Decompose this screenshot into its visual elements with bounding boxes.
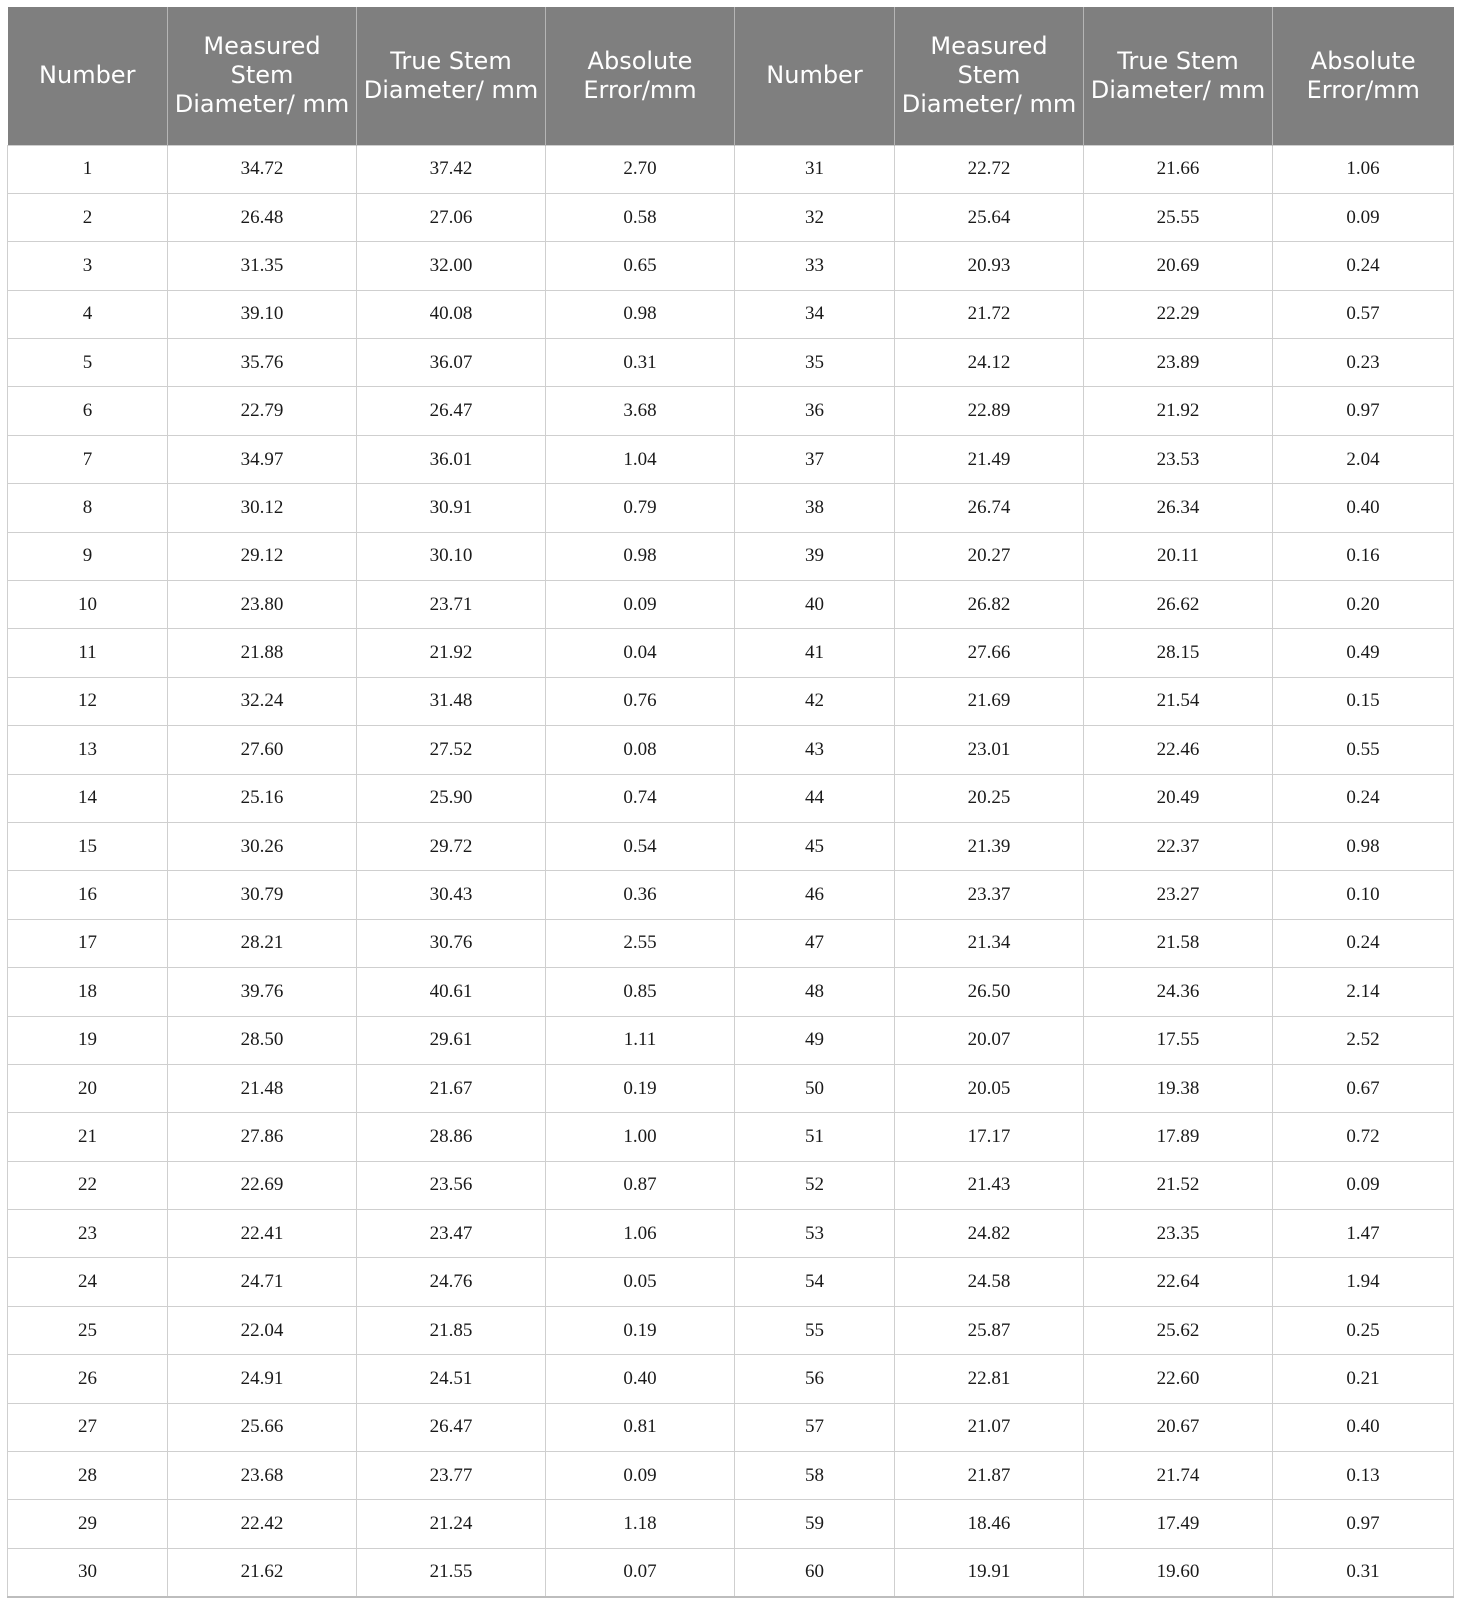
cell-measured-stem-diameter: 25.16 [168, 774, 357, 822]
cell-absolute-error-2: 0.98 [1273, 822, 1454, 870]
cell-number-2: 56 [735, 1355, 895, 1403]
cell-number-2: 35 [735, 339, 895, 387]
cell-true-stem-diameter: 23.71 [357, 581, 546, 629]
cell-measured-stem-diameter-2: 22.89 [895, 387, 1084, 435]
cell-number: 19 [8, 1016, 168, 1064]
cell-true-stem-diameter: 28.86 [357, 1113, 546, 1161]
cell-absolute-error: 0.58 [546, 193, 735, 241]
table-row [8, 726, 1454, 774]
table-row [8, 339, 1454, 387]
cell-measured-stem-diameter-2: 20.07 [895, 1016, 1084, 1064]
cell-absolute-error-2: 1.47 [1273, 1210, 1454, 1258]
table-row [8, 581, 1454, 629]
cell-absolute-error: 2.70 [546, 145, 735, 193]
cell-measured-stem-diameter: 22.41 [168, 1210, 357, 1258]
cell-true-stem-diameter: 23.56 [357, 1161, 546, 1209]
table-row [8, 1452, 1454, 1500]
cell-true-stem-diameter-2: 20.67 [1084, 1403, 1273, 1451]
cell-true-stem-diameter-2: 19.38 [1084, 1064, 1273, 1112]
cell-absolute-error: 1.04 [546, 435, 735, 483]
cell-number-2: 57 [735, 1403, 895, 1451]
table-row [8, 677, 1454, 725]
cell-number-2: 36 [735, 387, 895, 435]
cell-absolute-error-2: 0.97 [1273, 1500, 1454, 1548]
cell-measured-stem-diameter-2: 23.37 [895, 871, 1084, 919]
cell-absolute-error: 0.19 [546, 1064, 735, 1112]
cell-number-2: 46 [735, 871, 895, 919]
cell-number: 11 [8, 629, 168, 677]
table-row [8, 968, 1454, 1016]
cell-number: 2 [8, 193, 168, 241]
cell-true-stem-diameter-2: 22.46 [1084, 726, 1273, 774]
cell-measured-stem-diameter-2: 19.91 [895, 1548, 1084, 1596]
cell-absolute-error-2: 0.67 [1273, 1064, 1454, 1112]
cell-true-stem-diameter-2: 17.55 [1084, 1016, 1273, 1064]
cell-absolute-error-2: 1.94 [1273, 1258, 1454, 1306]
table-row [8, 1355, 1454, 1403]
cell-number: 22 [8, 1161, 168, 1209]
cell-true-stem-diameter-2: 21.58 [1084, 919, 1273, 967]
cell-measured-stem-diameter-2: 20.25 [895, 774, 1084, 822]
cell-absolute-error-2: 0.09 [1273, 1161, 1454, 1209]
cell-measured-stem-diameter-2: 20.93 [895, 242, 1084, 290]
cell-true-stem-diameter-2: 22.60 [1084, 1355, 1273, 1403]
header-measured-stem-diameter: Measured Stem Diameter/ mm [168, 7, 357, 145]
cell-true-stem-diameter: 30.10 [357, 532, 546, 580]
table-row [8, 1258, 1454, 1306]
cell-number: 1 [8, 145, 168, 193]
cell-number-2: 41 [735, 629, 895, 677]
cell-number: 5 [8, 339, 168, 387]
table-row [8, 1113, 1454, 1161]
cell-absolute-error-2: 0.40 [1273, 484, 1454, 532]
cell-absolute-error-2: 2.04 [1273, 435, 1454, 483]
cell-true-stem-diameter-2: 22.64 [1084, 1258, 1273, 1306]
table-header [8, 7, 1454, 145]
cell-measured-stem-diameter: 22.79 [168, 387, 357, 435]
cell-measured-stem-diameter: 39.10 [168, 290, 357, 338]
cell-measured-stem-diameter: 25.66 [168, 1403, 357, 1451]
cell-absolute-error-2: 0.10 [1273, 871, 1454, 919]
cell-number-2: 59 [735, 1500, 895, 1548]
cell-measured-stem-diameter-2: 26.82 [895, 581, 1084, 629]
cell-number-2: 53 [735, 1210, 895, 1258]
cell-absolute-error: 0.54 [546, 822, 735, 870]
cell-absolute-error-2: 0.16 [1273, 532, 1454, 580]
cell-true-stem-diameter-2: 25.55 [1084, 193, 1273, 241]
table-row [8, 1500, 1454, 1548]
cell-absolute-error: 0.08 [546, 726, 735, 774]
cell-measured-stem-diameter-2: 26.74 [895, 484, 1084, 532]
cell-true-stem-diameter: 30.43 [357, 871, 546, 919]
cell-true-stem-diameter: 23.77 [357, 1452, 546, 1500]
cell-number: 26 [8, 1355, 168, 1403]
cell-absolute-error: 0.85 [546, 968, 735, 1016]
cell-true-stem-diameter: 21.24 [357, 1500, 546, 1548]
cell-measured-stem-diameter: 26.48 [168, 193, 357, 241]
cell-number: 21 [8, 1113, 168, 1161]
cell-number-2: 32 [735, 193, 895, 241]
cell-measured-stem-diameter-2: 21.69 [895, 677, 1084, 725]
cell-number-2: 40 [735, 581, 895, 629]
cell-true-stem-diameter: 29.61 [357, 1016, 546, 1064]
table-row [8, 290, 1454, 338]
table-row [8, 1210, 1454, 1258]
cell-absolute-error-2: 0.31 [1273, 1548, 1454, 1596]
cell-absolute-error: 0.07 [546, 1548, 735, 1596]
cell-true-stem-diameter-2: 24.36 [1084, 968, 1273, 1016]
cell-absolute-error-2: 2.14 [1273, 968, 1454, 1016]
cell-absolute-error: 0.79 [546, 484, 735, 532]
header-true-stem-diameter: True Stem Diameter/ mm [357, 7, 546, 145]
cell-number: 30 [8, 1548, 168, 1596]
cell-number: 8 [8, 484, 168, 532]
cell-measured-stem-diameter: 29.12 [168, 532, 357, 580]
cell-true-stem-diameter-2: 28.15 [1084, 629, 1273, 677]
cell-true-stem-diameter-2: 23.35 [1084, 1210, 1273, 1258]
cell-absolute-error: 0.04 [546, 629, 735, 677]
cell-true-stem-diameter: 36.07 [357, 339, 546, 387]
cell-true-stem-diameter-2: 21.52 [1084, 1161, 1273, 1209]
cell-measured-stem-diameter-2: 27.66 [895, 629, 1084, 677]
cell-absolute-error: 0.98 [546, 290, 735, 338]
cell-absolute-error: 0.98 [546, 532, 735, 580]
table-row [8, 435, 1454, 483]
cell-number: 9 [8, 532, 168, 580]
cell-number: 4 [8, 290, 168, 338]
cell-absolute-error-2: 0.24 [1273, 774, 1454, 822]
cell-number-2: 31 [735, 145, 895, 193]
table-row [8, 919, 1454, 967]
cell-number: 29 [8, 1500, 168, 1548]
cell-absolute-error: 1.00 [546, 1113, 735, 1161]
cell-measured-stem-diameter-2: 21.87 [895, 1452, 1084, 1500]
cell-true-stem-diameter: 27.06 [357, 193, 546, 241]
header-absolute-error: Absolute Error/mm [546, 7, 735, 145]
cell-number-2: 58 [735, 1452, 895, 1500]
cell-measured-stem-diameter-2: 23.01 [895, 726, 1084, 774]
cell-measured-stem-diameter: 30.26 [168, 822, 357, 870]
cell-number-2: 34 [735, 290, 895, 338]
cell-measured-stem-diameter-2: 20.05 [895, 1064, 1084, 1112]
cell-true-stem-diameter-2: 23.53 [1084, 435, 1273, 483]
table-row [8, 193, 1454, 241]
cell-measured-stem-diameter-2: 21.34 [895, 919, 1084, 967]
cell-measured-stem-diameter: 22.04 [168, 1306, 357, 1354]
cell-number: 27 [8, 1403, 168, 1451]
cell-absolute-error: 0.76 [546, 677, 735, 725]
cell-measured-stem-diameter: 28.50 [168, 1016, 357, 1064]
cell-measured-stem-diameter: 23.68 [168, 1452, 357, 1500]
table-row [8, 1403, 1454, 1451]
header-row [8, 7, 1454, 145]
cell-true-stem-diameter-2: 19.60 [1084, 1548, 1273, 1596]
cell-measured-stem-diameter: 35.76 [168, 339, 357, 387]
cell-absolute-error-2: 0.97 [1273, 387, 1454, 435]
cell-absolute-error: 0.36 [546, 871, 735, 919]
cell-absolute-error: 0.81 [546, 1403, 735, 1451]
cell-measured-stem-diameter: 24.71 [168, 1258, 357, 1306]
cell-true-stem-diameter-2: 20.69 [1084, 242, 1273, 290]
table-row [8, 1548, 1454, 1596]
cell-absolute-error: 0.09 [546, 1452, 735, 1500]
cell-number-2: 60 [735, 1548, 895, 1596]
cell-measured-stem-diameter-2: 22.81 [895, 1355, 1084, 1403]
header-measured-stem-diameter-2: Measured Stem Diameter/ mm [895, 7, 1084, 145]
cell-true-stem-diameter-2: 25.62 [1084, 1306, 1273, 1354]
cell-number: 10 [8, 581, 168, 629]
table-body [8, 145, 1454, 1597]
cell-number: 23 [8, 1210, 168, 1258]
cell-measured-stem-diameter-2: 25.64 [895, 193, 1084, 241]
cell-number: 3 [8, 242, 168, 290]
cell-measured-stem-diameter-2: 24.82 [895, 1210, 1084, 1258]
cell-absolute-error-2: 0.23 [1273, 339, 1454, 387]
cell-number-2: 50 [735, 1064, 895, 1112]
cell-true-stem-diameter: 24.51 [357, 1355, 546, 1403]
cell-absolute-error: 0.05 [546, 1258, 735, 1306]
cell-true-stem-diameter: 40.61 [357, 968, 546, 1016]
cell-true-stem-diameter-2: 22.37 [1084, 822, 1273, 870]
cell-measured-stem-diameter: 21.88 [168, 629, 357, 677]
cell-measured-stem-diameter-2: 18.46 [895, 1500, 1084, 1548]
cell-measured-stem-diameter: 21.62 [168, 1548, 357, 1596]
cell-number: 17 [8, 919, 168, 967]
cell-absolute-error: 3.68 [546, 387, 735, 435]
cell-number: 14 [8, 774, 168, 822]
cell-true-stem-diameter: 26.47 [357, 387, 546, 435]
cell-measured-stem-diameter-2: 22.72 [895, 145, 1084, 193]
cell-absolute-error-2: 0.13 [1273, 1452, 1454, 1500]
cell-true-stem-diameter-2: 26.34 [1084, 484, 1273, 532]
cell-measured-stem-diameter-2: 21.72 [895, 290, 1084, 338]
cell-number: 12 [8, 677, 168, 725]
cell-measured-stem-diameter: 22.42 [168, 1500, 357, 1548]
cell-number-2: 51 [735, 1113, 895, 1161]
cell-number-2: 42 [735, 677, 895, 725]
table-row [8, 145, 1454, 193]
cell-number-2: 39 [735, 532, 895, 580]
cell-true-stem-diameter-2: 21.66 [1084, 145, 1273, 193]
header-number: Number [8, 7, 168, 145]
cell-absolute-error: 0.31 [546, 339, 735, 387]
cell-measured-stem-diameter: 24.91 [168, 1355, 357, 1403]
cell-true-stem-diameter: 37.42 [357, 145, 546, 193]
table-row [8, 1016, 1454, 1064]
cell-true-stem-diameter: 27.52 [357, 726, 546, 774]
cell-true-stem-diameter-2: 23.27 [1084, 871, 1273, 919]
cell-measured-stem-diameter-2: 24.12 [895, 339, 1084, 387]
cell-measured-stem-diameter-2: 26.50 [895, 968, 1084, 1016]
cell-absolute-error: 0.40 [546, 1355, 735, 1403]
cell-measured-stem-diameter: 30.79 [168, 871, 357, 919]
cell-true-stem-diameter-2: 21.92 [1084, 387, 1273, 435]
cell-measured-stem-diameter: 31.35 [168, 242, 357, 290]
cell-measured-stem-diameter: 34.72 [168, 145, 357, 193]
cell-measured-stem-diameter: 39.76 [168, 968, 357, 1016]
cell-number: 6 [8, 387, 168, 435]
cell-absolute-error-2: 0.55 [1273, 726, 1454, 774]
cell-absolute-error-2: 0.21 [1273, 1355, 1454, 1403]
cell-measured-stem-diameter: 30.12 [168, 484, 357, 532]
cell-true-stem-diameter: 21.55 [357, 1548, 546, 1596]
cell-measured-stem-diameter-2: 21.39 [895, 822, 1084, 870]
cell-absolute-error: 0.09 [546, 581, 735, 629]
cell-measured-stem-diameter-2: 21.49 [895, 435, 1084, 483]
table-row [8, 774, 1454, 822]
cell-number-2: 33 [735, 242, 895, 290]
cell-number: 13 [8, 726, 168, 774]
cell-number-2: 54 [735, 1258, 895, 1306]
table-row [8, 387, 1454, 435]
table-row [8, 1306, 1454, 1354]
cell-number-2: 55 [735, 1306, 895, 1354]
cell-absolute-error-2: 0.25 [1273, 1306, 1454, 1354]
cell-number: 28 [8, 1452, 168, 1500]
header-number-2: Number [735, 7, 895, 145]
header-absolute-error-2: Absolute Error/mm [1273, 7, 1454, 145]
cell-number: 20 [8, 1064, 168, 1112]
table-row [8, 1064, 1454, 1112]
stem-diameter-table-container [7, 7, 1453, 1598]
cell-number-2: 43 [735, 726, 895, 774]
cell-true-stem-diameter: 21.67 [357, 1064, 546, 1112]
cell-true-stem-diameter: 29.72 [357, 822, 546, 870]
cell-true-stem-diameter-2: 22.29 [1084, 290, 1273, 338]
cell-number-2: 45 [735, 822, 895, 870]
cell-true-stem-diameter: 24.76 [357, 1258, 546, 1306]
cell-absolute-error: 2.55 [546, 919, 735, 967]
cell-true-stem-diameter-2: 20.49 [1084, 774, 1273, 822]
table-row [8, 484, 1454, 532]
cell-measured-stem-diameter-2: 20.27 [895, 532, 1084, 580]
cell-absolute-error: 0.65 [546, 242, 735, 290]
cell-absolute-error-2: 0.49 [1273, 629, 1454, 677]
table-row [8, 532, 1454, 580]
cell-absolute-error: 1.18 [546, 1500, 735, 1548]
cell-absolute-error: 0.74 [546, 774, 735, 822]
cell-true-stem-diameter: 32.00 [357, 242, 546, 290]
cell-number-2: 38 [735, 484, 895, 532]
cell-true-stem-diameter: 30.76 [357, 919, 546, 967]
cell-true-stem-diameter: 30.91 [357, 484, 546, 532]
cell-number: 7 [8, 435, 168, 483]
cell-absolute-error-2: 0.57 [1273, 290, 1454, 338]
cell-number-2: 49 [735, 1016, 895, 1064]
cell-absolute-error-2: 0.09 [1273, 193, 1454, 241]
cell-measured-stem-diameter-2: 25.87 [895, 1306, 1084, 1354]
cell-true-stem-diameter: 40.08 [357, 290, 546, 338]
cell-number-2: 47 [735, 919, 895, 967]
cell-measured-stem-diameter: 21.48 [168, 1064, 357, 1112]
table-row [8, 822, 1454, 870]
cell-true-stem-diameter: 23.47 [357, 1210, 546, 1258]
cell-true-stem-diameter-2: 23.89 [1084, 339, 1273, 387]
cell-number-2: 37 [735, 435, 895, 483]
stem-diameter-table [7, 7, 1454, 1598]
cell-absolute-error: 1.11 [546, 1016, 735, 1064]
cell-true-stem-diameter-2: 17.89 [1084, 1113, 1273, 1161]
table-row [8, 1161, 1454, 1209]
header-true-stem-diameter-2: True Stem Diameter/ mm [1084, 7, 1273, 145]
cell-absolute-error-2: 0.40 [1273, 1403, 1454, 1451]
cell-measured-stem-diameter: 27.86 [168, 1113, 357, 1161]
cell-measured-stem-diameter: 32.24 [168, 677, 357, 725]
cell-measured-stem-diameter-2: 17.17 [895, 1113, 1084, 1161]
cell-true-stem-diameter: 25.90 [357, 774, 546, 822]
cell-absolute-error: 0.19 [546, 1306, 735, 1354]
cell-measured-stem-diameter: 28.21 [168, 919, 357, 967]
cell-absolute-error-2: 2.52 [1273, 1016, 1454, 1064]
cell-absolute-error-2: 0.72 [1273, 1113, 1454, 1161]
cell-number: 16 [8, 871, 168, 919]
table-row [8, 242, 1454, 290]
cell-absolute-error: 1.06 [546, 1210, 735, 1258]
cell-measured-stem-diameter-2: 24.58 [895, 1258, 1084, 1306]
cell-true-stem-diameter-2: 21.74 [1084, 1452, 1273, 1500]
cell-absolute-error-2: 1.06 [1273, 145, 1454, 193]
cell-measured-stem-diameter: 34.97 [168, 435, 357, 483]
cell-measured-stem-diameter: 23.80 [168, 581, 357, 629]
table-row [8, 871, 1454, 919]
cell-number: 24 [8, 1258, 168, 1306]
table-row [8, 629, 1454, 677]
cell-true-stem-diameter: 26.47 [357, 1403, 546, 1451]
cell-absolute-error-2: 0.24 [1273, 242, 1454, 290]
cell-number: 18 [8, 968, 168, 1016]
cell-absolute-error-2: 0.15 [1273, 677, 1454, 725]
cell-true-stem-diameter-2: 17.49 [1084, 1500, 1273, 1548]
cell-true-stem-diameter: 21.85 [357, 1306, 546, 1354]
cell-number-2: 52 [735, 1161, 895, 1209]
cell-absolute-error-2: 0.20 [1273, 581, 1454, 629]
cell-number-2: 48 [735, 968, 895, 1016]
cell-true-stem-diameter-2: 21.54 [1084, 677, 1273, 725]
cell-number: 15 [8, 822, 168, 870]
cell-true-stem-diameter: 21.92 [357, 629, 546, 677]
cell-measured-stem-diameter: 27.60 [168, 726, 357, 774]
cell-number-2: 44 [735, 774, 895, 822]
cell-measured-stem-diameter: 22.69 [168, 1161, 357, 1209]
cell-true-stem-diameter: 31.48 [357, 677, 546, 725]
cell-true-stem-diameter: 36.01 [357, 435, 546, 483]
cell-measured-stem-diameter-2: 21.07 [895, 1403, 1084, 1451]
cell-true-stem-diameter-2: 20.11 [1084, 532, 1273, 580]
cell-number: 25 [8, 1306, 168, 1354]
cell-absolute-error: 0.87 [546, 1161, 735, 1209]
cell-absolute-error-2: 0.24 [1273, 919, 1454, 967]
cell-measured-stem-diameter-2: 21.43 [895, 1161, 1084, 1209]
cell-true-stem-diameter-2: 26.62 [1084, 581, 1273, 629]
